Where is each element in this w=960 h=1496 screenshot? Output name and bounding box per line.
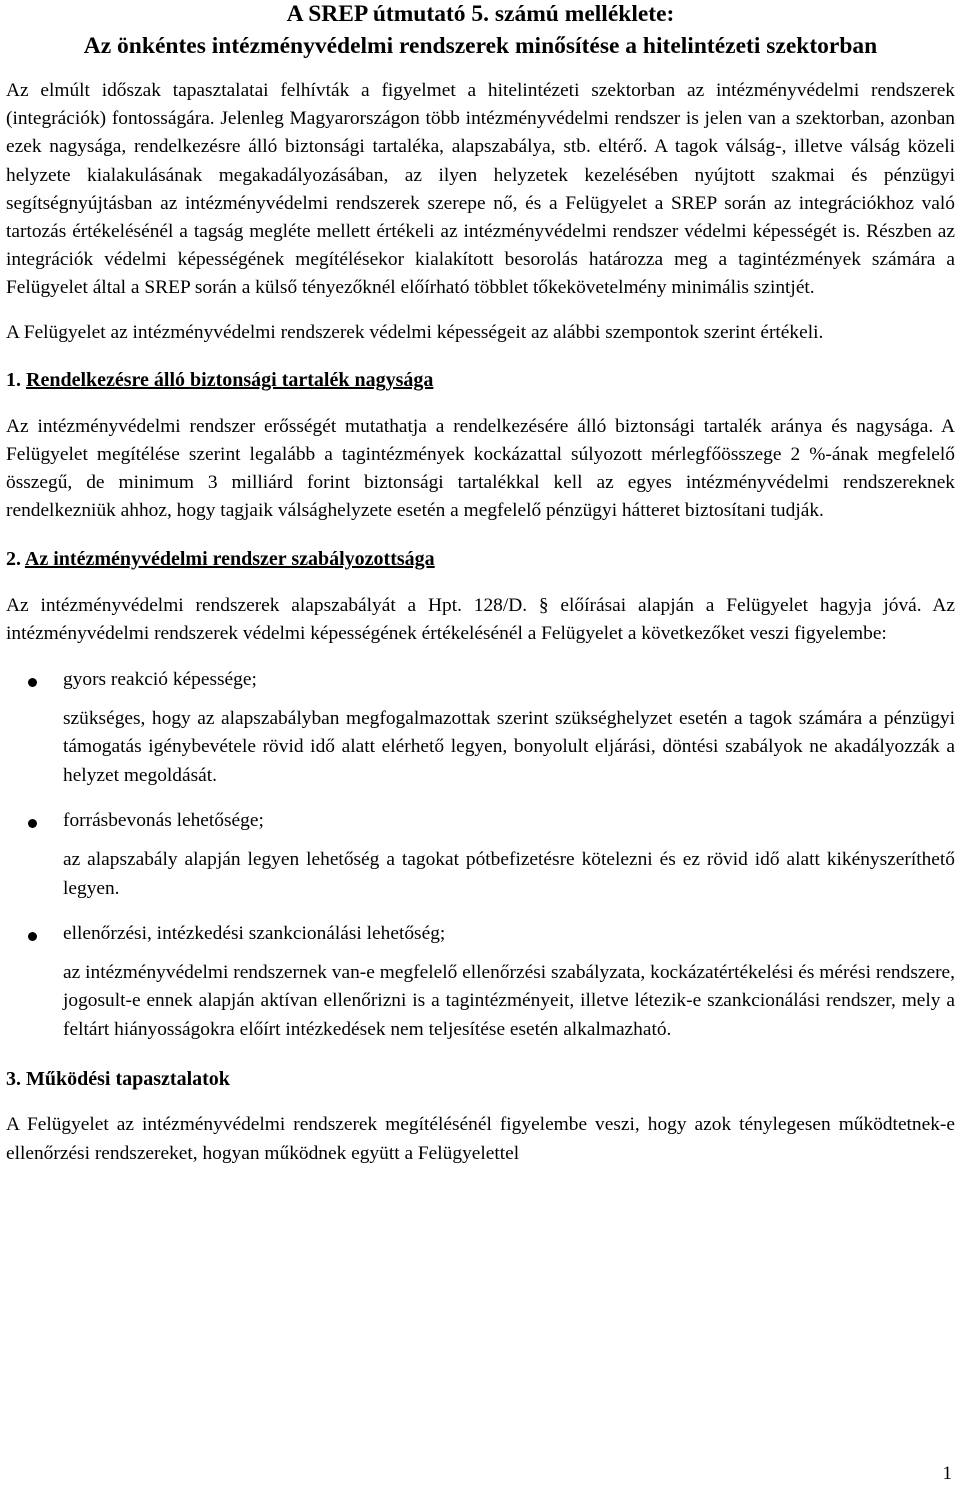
criteria-intro-paragraph: A Felügyelet az intézményvédelmi rendszerek védelmi képességeit az alábbi szempontok szerint értékeli. [6, 321, 824, 343]
document-title: A SREP útmutató 5. számú melléklete: [286, 1, 675, 27]
document-subtitle: Az önkéntes intézményvédelmi rendszerek minősítése a hitelintézeti szektorban [83, 33, 878, 59]
list-item [6, 807, 955, 903]
criterion-description: szükséges, hogy az alapszabályban megfogalmazottak szerint szükséghelyzet esetén a tagok számára a pénzügyi támogatás igénybevétele rövid idő alatt elérhető legyen, bonyolult eljárási, döntési szabályok ne akadályozzák a helyzet megoldását. [63, 708, 955, 786]
criterion-heading: ellenőrzési, intézkedési szankcionálási lehetőség; [63, 923, 446, 945]
criterion-heading: gyors reakció képessége; [63, 669, 257, 691]
section-2-text: Az intézményvédelmi rendszerek alapszabályát a Hpt. 128/D. § előírásai alapján a Felügyelet hagyja jóvá. Az intézményvédelmi rendszerek védelmi képességének értékelésénél a Felügyelet a következőket veszi figyelembe: [6, 594, 955, 644]
criterion-description: az alapszabály alapján legyen lehetőség a tagokat pótbefizetésre kötelezni és ez rövid idő alatt kikényszeríthető legyen. [63, 849, 955, 899]
evaluation-criteria-list [6, 666, 955, 1044]
section-title: Az intézményvédelmi rendszer szabályozottsága [24, 547, 435, 570]
section-number: 2. [6, 547, 21, 570]
section-3-text: A Felügyelet az intézményvédelmi rendszerek megítélésénél figyelembe veszi, hogy azok ténylegesen működtetnek-e ellenőrzési rendszereket, hogyan működnek együtt a Felügyelettel [6, 1114, 955, 1164]
page-number: 1 [942, 1463, 952, 1484]
bullet-icon [28, 819, 37, 828]
section-number: 3. [6, 1068, 21, 1091]
section-2-heading [6, 545, 955, 573]
list-item [6, 920, 955, 1044]
bullet-icon [28, 678, 37, 687]
document-page [6, 0, 955, 1168]
section-1-text: Az intézményvédelmi rendszer erősségét mutathatja a rendelkezésére álló biztonsági tartalék aránya és nagysága. A Felügyelet megítélése szerint legalább a tagintézmények kockázattal súlyozott mérlegfőösszege 2 %-ának megfelelő összegű, de minimum 3 milliárd forint biztonsági tartalékkal kell az egyes intézményvédelmi rendszereknek rendelkezniük ahhoz, hogy tagjaik válsághelyzete esetén a megfelelő pénzügyi hátteret biztosítani tudják. [6, 415, 955, 522]
section-title: Rendelkezésre álló biztonsági tartalék nagysága [26, 368, 434, 391]
intro-paragraph: Az elmúlt időszak tapasztalatai felhívták a figyelmet a hitelintézeti szektorban az intézményvédelmi rendszerek (integrációk) fontosságára. Jelenleg Magyarországon több intézményvédelmi rendszer is jelen van a szektorban, azonban ezek nagysága, rendelkezésre álló biztonsági tartaléka, alapszabálya, stb. eltérő. A tagok válság-, illetve válság közeli helyzete kialakulásának megakadályozásában, az ilyen helyzetek kezelésében nyújtott szakmai és pénzügyi segítségnyújtásban az intézményvédelmi rendszerek szerepe nő, és a Felügyelet a SREP során az integrációkhoz való tartozás értékelésénél a tagság megléte mellett értékeli az intézményvédelmi rendszer védelmi képességét is. Részben az integrációk védelmi képességének megítélésekor kialakított besorolás határozza meg a tagintézmények számára a Felügyelet által a SREP során a külső tényezőknél előírható többlet tőkekövetelmény minimális szintjét. [6, 80, 955, 299]
criterion-heading: forrásbevonás lehetősége; [63, 810, 264, 832]
list-item [6, 666, 955, 790]
criterion-description: az intézményvédelmi rendszernek van-e megfelelő ellenőrzési szabályzata, kockázatértékelési és mérési rendszere, jogosult-e ennek alapján aktívan ellenőrizni is a tagintézményeit, illetve létezik-e szankcionálási rendszer, mely a feltárt hiányosságokra előírt intézkedések nem teljesítése esetén alkalmazható. [63, 962, 955, 1040]
section-1-heading [6, 366, 955, 394]
section-number: 1. [6, 368, 21, 391]
section-3-heading [6, 1065, 955, 1093]
bullet-icon [28, 932, 37, 941]
section-title: Működési tapasztalatok [26, 1068, 230, 1091]
